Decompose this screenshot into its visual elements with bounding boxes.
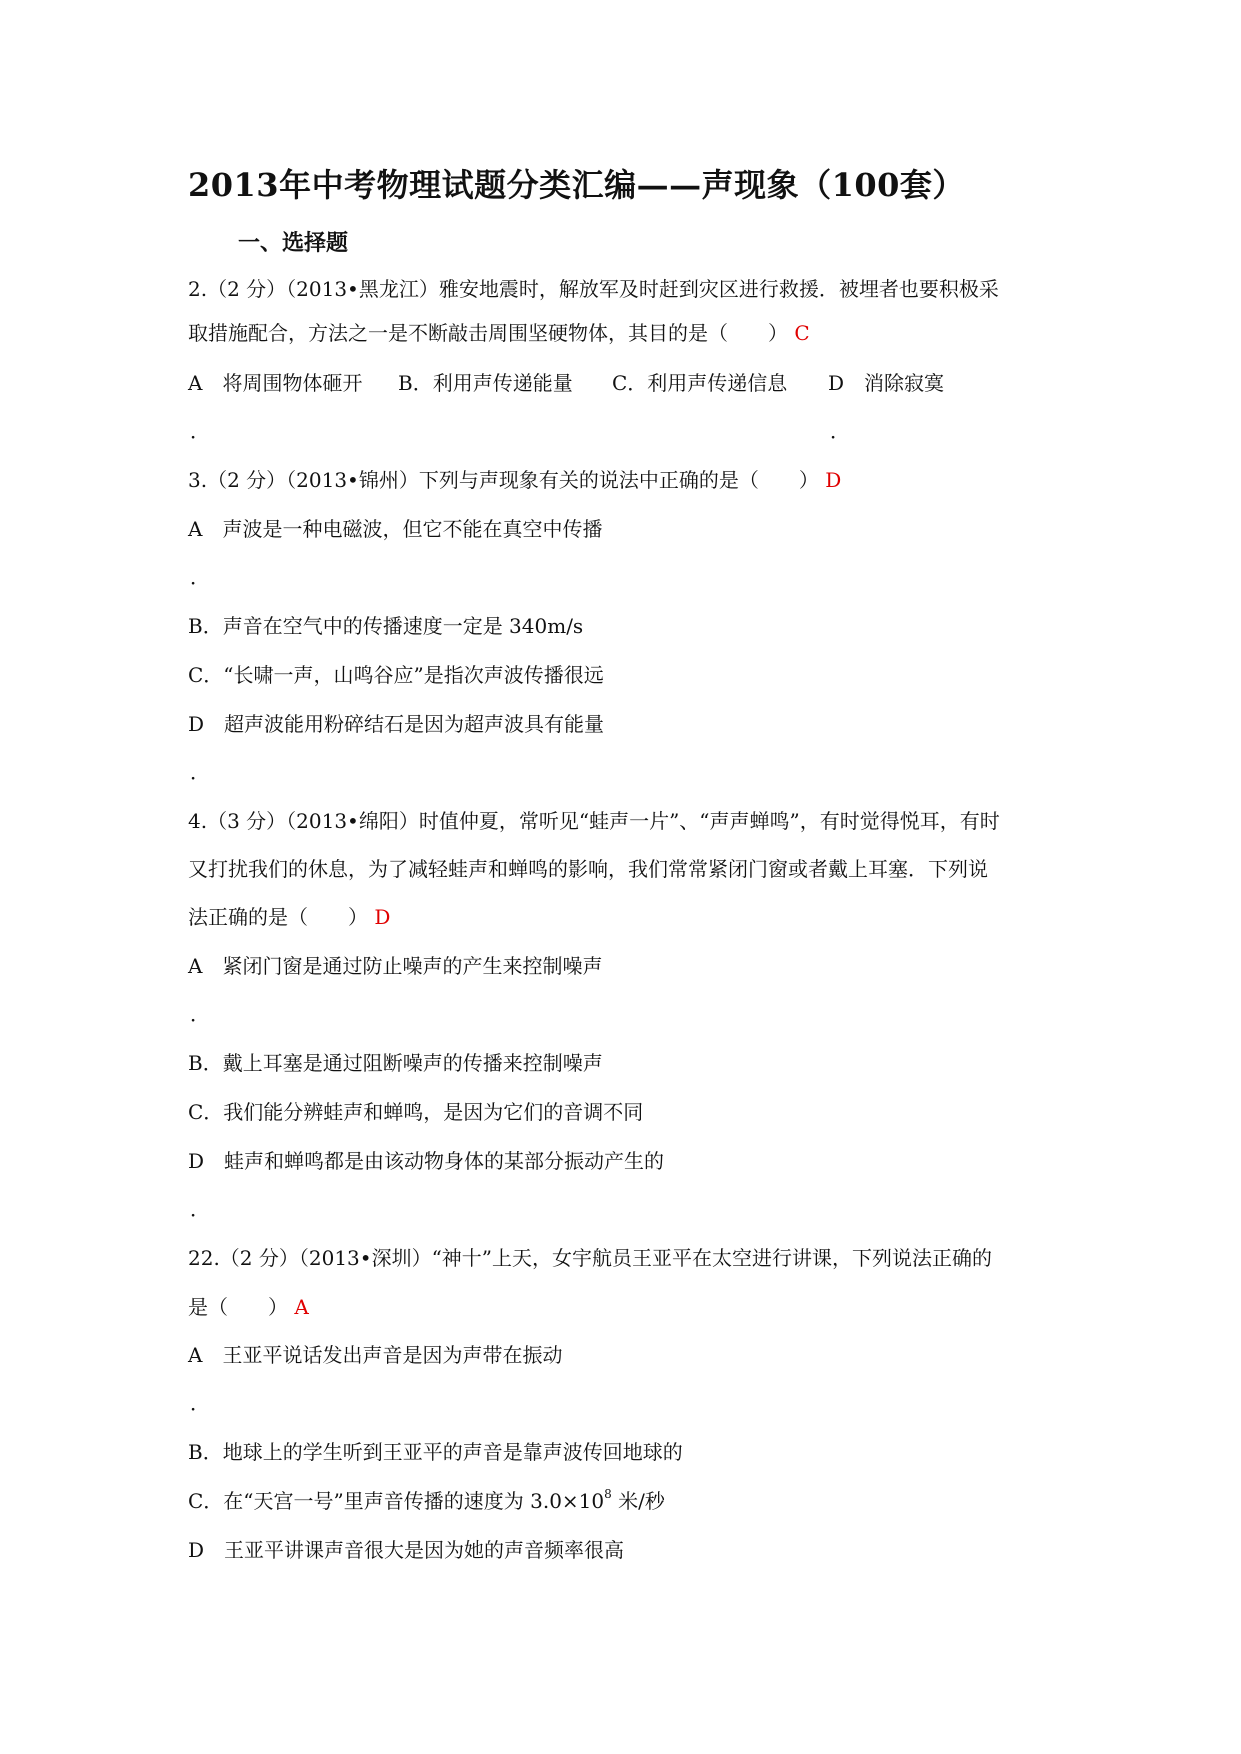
q3-stem: [188, 467, 841, 493]
q22-option-c: [188, 1488, 665, 1514]
section-heading: 一、选择题: [238, 230, 349, 256]
q22-option-c-unit: 米/秒: [611, 1489, 665, 1513]
q4-option-a-dot: ．: [190, 1002, 210, 1026]
q4-stem-line3: [188, 904, 390, 930]
q2-stem-line1: 2.（2 分）（2013•黑龙江）雅安地震时，解放军及时赶到灾区进行救援．被埋者也要积极采: [188, 277, 999, 301]
q22-stem-line1: 22.（2 分）（2013•深圳）“神十”上天，女宇航员王亚平在太空进行讲课，下列说法正确的: [188, 1246, 993, 1270]
q2-answer: C: [794, 321, 810, 345]
q3-option-d-dot: ．: [190, 760, 210, 784]
q2-option-b: B．利用声传递能量: [398, 371, 573, 395]
q22-option-d: D 王亚平讲课声音很大是因为她的声音频率很高: [188, 1538, 625, 1562]
q2-option-a: A 将周围物体砸开: [188, 371, 363, 395]
q4-stem-line1: 4.（3 分）（2013•绵阳）时值仲夏，常听见“蛙声一片”、“声声蝉鸣”，有时觉得悦耳，有时: [188, 809, 1000, 833]
q3-option-d: D 超声波能用粉碎结石是因为超声波具有能量: [188, 712, 605, 736]
q4-option-c: C．我们能分辨蛙声和蝉鸣，是因为它们的音调不同: [188, 1100, 644, 1124]
document-title: 2013年中考物理试题分类汇编——声现象（100套）: [188, 166, 965, 204]
q4-stem-line2: 又打扰我们的休息，为了减轻蛙声和蝉鸣的影响，我们常常紧闭门窗或者戴上耳塞．下列说: [188, 857, 988, 881]
q4-option-d-dot: ．: [190, 1197, 210, 1221]
q2-stem-line2: [188, 320, 810, 346]
q4-answer: D: [374, 905, 391, 929]
q2-option-d-dot: ．: [830, 419, 850, 443]
q3-option-a-dot: ．: [190, 565, 210, 589]
q4-option-d: D 蛙声和蝉鸣都是由该动物身体的某部分振动产生的: [188, 1149, 665, 1173]
q22-option-b: B．地球上的学生听到王亚平的声音是靠声波传回地球的: [188, 1440, 683, 1464]
q4-stem-text: 法正确的是（ ）: [188, 905, 368, 929]
q2-stem-text: 取措施配合，方法之一是不断敲击周围坚硬物体，其目的是（ ）: [188, 321, 788, 345]
q3-option-c: C．“长啸一声，山鸣谷应”是指次声波传播很远: [188, 663, 604, 687]
q2-option-a-dot: ．: [190, 419, 210, 443]
q22-stem-line2: [188, 1294, 309, 1320]
q22-option-c-text: C．在“天宫一号”里声音传播的速度为 3.0×10: [188, 1489, 605, 1513]
q3-stem-text: 3.（2 分）（2013•锦州）下列与声现象有关的说法中正确的是（ ）: [188, 468, 819, 492]
q22-stem-text: 是（ ）: [188, 1295, 288, 1319]
q4-option-a: A 紧闭门窗是通过防止噪声的产生来控制噪声: [188, 954, 603, 978]
q2-option-d: D 消除寂寞: [828, 371, 945, 395]
q22-option-a: A 王亚平说话发出声音是因为声带在振动: [188, 1343, 563, 1367]
q22-option-c-exponent: 8: [604, 1487, 612, 1502]
q3-answer: D: [825, 468, 842, 492]
q3-option-b: B．声音在空气中的传播速度一定是 340m/s: [188, 614, 584, 638]
q3-option-a: A 声波是一种电磁波，但它不能在真空中传播: [188, 517, 603, 541]
q2-options: [188, 370, 944, 396]
q4-option-b: B．戴上耳塞是通过阻断噪声的传播来控制噪声: [188, 1051, 603, 1075]
q22-answer: A: [294, 1295, 309, 1319]
q22-option-a-dot: ．: [190, 1391, 210, 1415]
q2-option-c: C．利用声传递信息: [612, 371, 788, 395]
